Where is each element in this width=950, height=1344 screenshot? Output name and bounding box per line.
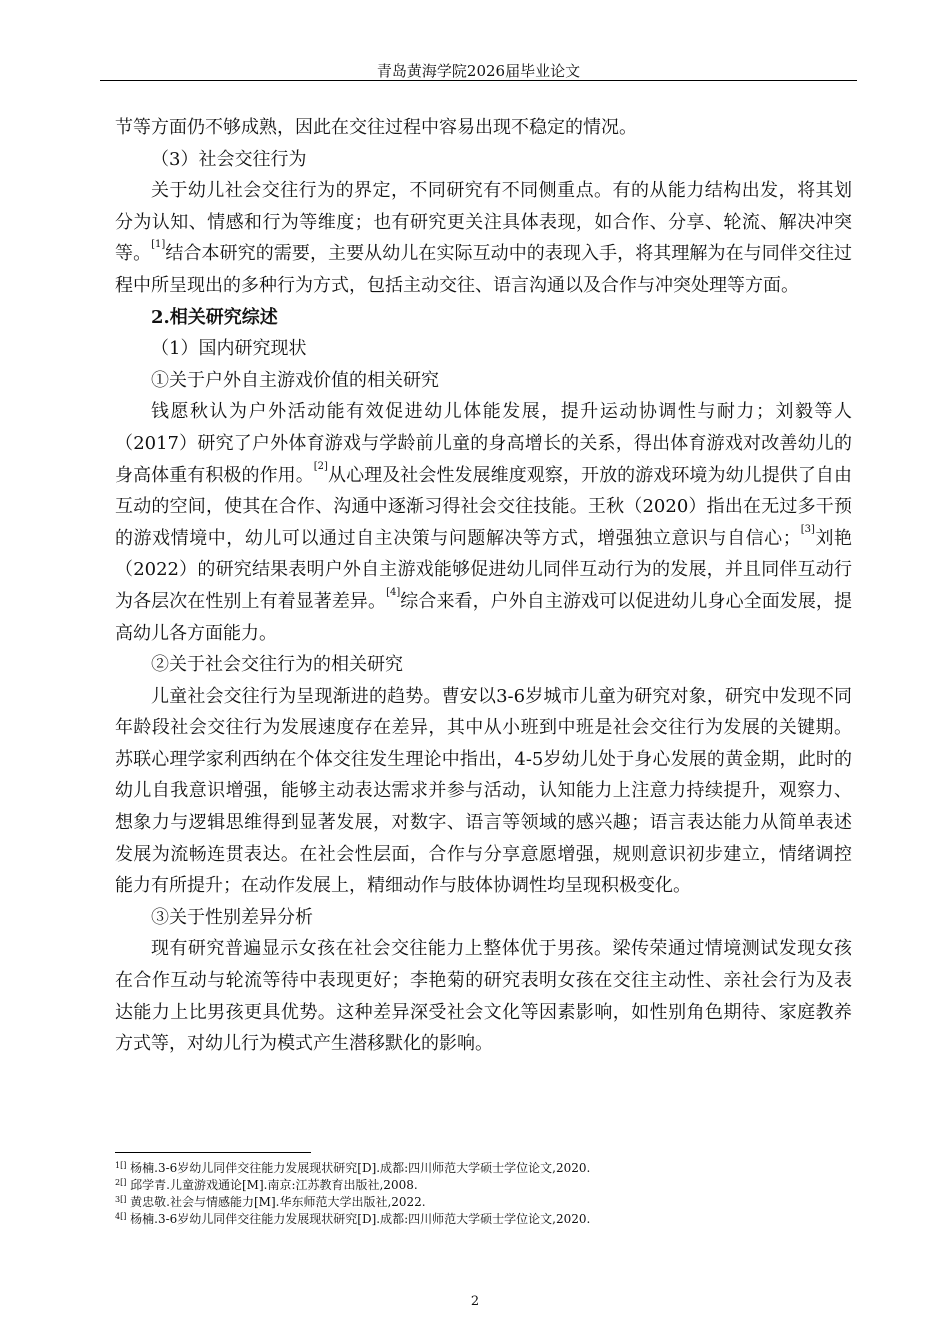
footnote-mark: 1[]	[115, 1161, 127, 1170]
citation-mark: [4]	[386, 586, 401, 598]
paragraph-text: 关于幼儿社会交往行为的界定，不同研究有不同侧重点。有的从能力结构出发，将其划分为认知、情感和行为等维度；也有研究更关注具体表现，如合作、分享、轮流、解决冲突等。	[115, 180, 852, 265]
citation-mark: [2]	[313, 460, 328, 472]
footnote-divider	[115, 1152, 311, 1153]
paragraph-continuation: 节等方面仍不够成熟，因此在交往过程中容易出现不稳定的情况。	[115, 117, 637, 138]
footnote-text: 杨楠.3-6岁幼儿同伴交往能力发展现状研究[D].成都:四川师范大学硕士学位论文,2020.	[130, 1212, 591, 1226]
subheading-domestic: （1）国内研究现状	[151, 338, 307, 360]
footnote	[115, 1211, 852, 1228]
footnote-mark: 4[]	[115, 1212, 127, 1221]
paragraph-gender: 现有研究普遍显示女孩在社会交往能力上整体优于男孩。梁传荣通过情境测试发现女孩在合作互动与轮流等待中表现更好；李艳菊的研究表明女孩在交往主动性、亲社会行为及表达能力上比男孩更具优势。这种差异深受社会文化等因素影响，如性别角色期待、家庭教养方式等，对幼儿行为模式产生潜移默化的影响。	[115, 938, 852, 1055]
subheading-gender: ③关于性别差异分析	[151, 906, 313, 928]
paragraph-text: 综合来看，户外自主游戏可以促进幼儿身心全面发展，提高幼儿各方面能力。	[115, 590, 852, 644]
paragraph-definition	[115, 175, 852, 301]
running-header: 青岛黄海学院2026届毕业论文	[376, 62, 581, 80]
footnote-mark: 2[]	[115, 1178, 127, 1187]
footnote	[115, 1160, 852, 1177]
header-divider	[100, 80, 857, 81]
footnote-text: 杨楠.3-6岁幼儿同伴交往能力发展现状研究[D].成都:四川师范大学硕士学位论文,2020.	[130, 1161, 591, 1175]
main-text	[115, 112, 852, 1060]
footnote-mark: 3[]	[115, 1195, 127, 1204]
paragraph-text: 从心理及社会性发展维度观察，开放的游戏环境为幼儿提供了自由互动的空间，使其在合作、沟通中逐渐习得社会交往技能。王秋（2020）指出在无过多干预的游戏情境中，幼儿可以通过自主决策与问题解决等方式，增强独立意识与自信心；	[115, 464, 853, 549]
subheading-social-research: ②关于社会交往行为的相关研究	[151, 654, 403, 676]
citation-mark: [3]	[800, 523, 815, 535]
paragraph-social-research: 儿童社会交往行为呈现渐进的趋势。曹安以3-6岁城市儿童为研究对象，研究中发现不同年龄段社会交往行为发展速度存在差异，其中从小班到中班是社会交往行为发展的关键期。苏联心理学家利西纳在个体交往发生理论中指出，4-5岁幼儿处于身心发展的黄金期，此时的幼儿自我意识增强，能够主动表达需求并参与活动，认知能力上注意力持续提升，观察力、想象力与逻辑思维得到显著发展，对数字、语言等领域的感兴趣；语言表达能力从简单表述发展为流畅连贯表达。在社会性层面，合作与分享意愿增强，规则意识初步建立，情绪调控能力有所提升；在动作发展上，精细动作与肢体协调性均呈现积极变化。	[115, 685, 852, 897]
footnote-text: 邱学青.儿童游戏通论[M].南京:江苏教育出版社,2008.	[130, 1178, 418, 1192]
footnote	[115, 1194, 852, 1211]
page-number: 2	[470, 1294, 480, 1309]
paragraph-text: 钱愿秋认为户外活动能有效促进幼儿体能发展，提升运动协调性与耐力；刘毅等人（2017）研究了户外体育游戏与学龄前儿童的身高增长的关系，得出体育游戏对改善幼儿的身高体重有积极的作用。	[115, 401, 852, 486]
section-heading: 2.相关研究综述	[151, 306, 278, 328]
paragraph-text: 刘艳（2022）的研究结果表明户外自主游戏能够促进幼儿同伴互动行为的发展，并且同伴互动行为各层次在性别上有着显著差异。	[115, 527, 853, 612]
citation-mark: [1]	[151, 239, 166, 251]
subheading-social-behavior: （3）社会交往行为	[151, 148, 307, 170]
subheading-outdoor-play: ①关于户外自主游戏价值的相关研究	[151, 369, 439, 391]
footnote	[115, 1177, 852, 1194]
paragraph-text: 结合本研究的需要，主要从幼儿在实际互动中的表现入手，将其理解为在与同伴交往过程中所呈现出的多种行为方式，包括主动交往、语言沟通以及合作与冲突处理等方面。	[115, 243, 853, 296]
footnote-text: 黄忠敬.社会与情感能力[M].华东师范大学出版社,2022.	[130, 1195, 426, 1209]
footnotes	[115, 1160, 852, 1228]
paragraph-outdoor-play	[115, 396, 852, 649]
